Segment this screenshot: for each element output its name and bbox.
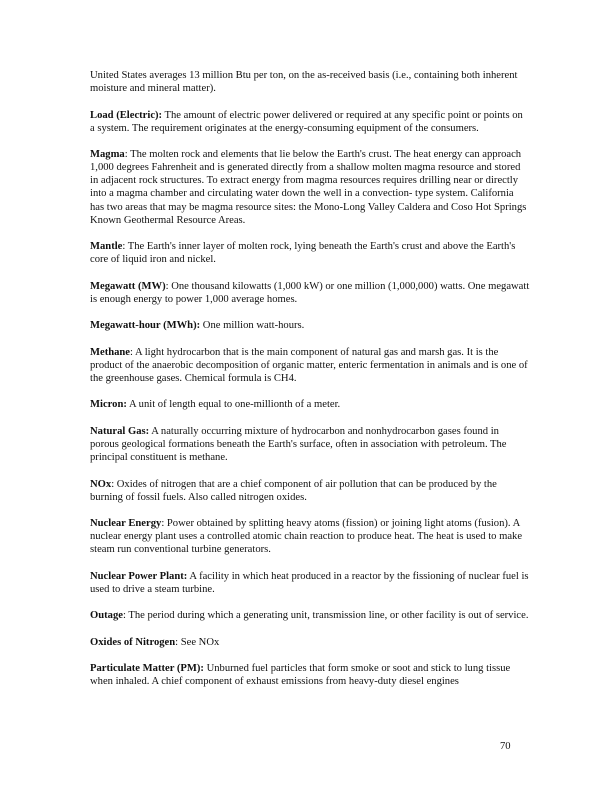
glossary-definition: : The Earth's inner layer of molten rock, lying beneath the Earth's crust and above the Earth's core of liquid iron and nickel. bbox=[90, 241, 516, 266]
glossary-definition: : See NOx bbox=[175, 636, 220, 648]
glossary-entry-oxides-of-nitrogen bbox=[90, 636, 530, 649]
glossary-term: Nuclear Power Plant: bbox=[90, 570, 188, 582]
glossary-definition: : Oxides of nitrogen that are a chief component of air pollution that can be produced by the burning of fossil fuels. Also called nitrogen oxides. bbox=[90, 478, 497, 503]
glossary-entry-micron bbox=[90, 398, 530, 411]
glossary-entry-particulate-matter bbox=[90, 662, 530, 688]
glossary-entry-megawatt-hour bbox=[90, 319, 530, 332]
glossary-term: Mantle bbox=[90, 241, 123, 253]
glossary-term: Load (Electric): bbox=[90, 109, 163, 121]
glossary-term: NOx bbox=[90, 478, 112, 490]
glossary-entry-load-electric bbox=[90, 109, 530, 135]
glossary-entry-megawatt bbox=[90, 280, 530, 306]
glossary-entry-magma bbox=[90, 148, 530, 227]
document-body bbox=[90, 69, 530, 702]
glossary-entry-nuclear-power-plant bbox=[90, 570, 530, 596]
glossary-term: Particulate Matter (PM): bbox=[90, 663, 204, 675]
glossary-term: Micron: bbox=[90, 399, 127, 411]
glossary-definition: A naturally occurring mixture of hydrocarbon and nonhydrocarbon gases found in porous geological formations beneath the Earth's surface, often in association with petroleum. The principal constituent is methane. bbox=[90, 425, 507, 464]
glossary-definition: A facility in which heat produced in a reactor by the fissioning of nuclear fuel is used to drive a steam turbine. bbox=[90, 570, 529, 595]
glossary-entry-natural-gas bbox=[90, 425, 530, 464]
glossary-definition: One million watt-hours. bbox=[200, 320, 305, 332]
glossary-term: Nuclear Energy bbox=[90, 518, 162, 530]
glossary-entry-methane bbox=[90, 346, 530, 385]
glossary-definition: Unburned fuel particles that form smoke or soot and stick to lung tissue when inhaled. A chief component of exhaust emissions from heavy-duty diesel engines bbox=[90, 663, 511, 688]
glossary-term: Megawatt-hour (MWh): bbox=[90, 320, 201, 332]
glossary-term: Outage bbox=[90, 610, 123, 622]
glossary-term: Methane bbox=[90, 346, 131, 358]
glossary-definition: : A light hydrocarbon that is the main component of natural gas and marsh gas. It is the product of the anaerobic decomposition of organic matter, enteric fermentation in animals and is one of the greenhouse gases. Chemical formula is CH4. bbox=[90, 346, 528, 384]
page-number: 70 bbox=[500, 741, 511, 752]
glossary-definition: : One thousand kilowatts (1,000 kW) or one million (1,000,000) watts. One megawatt is enough energy to power 1,000 average homes. bbox=[90, 280, 530, 305]
glossary-entry-nox bbox=[90, 478, 530, 504]
glossary-entry-outage bbox=[90, 609, 530, 622]
glossary-entry-nuclear-energy bbox=[90, 517, 530, 556]
glossary-definition: : The molten rock and elements that lie below the Earth's crust. The heat energy can approach 1,000 degrees Fahrenheit and is generated directly from a shallow molten magma resource and stored in adjacent rock structures. To extract energy from magma resources requires drilling near or directly into a magma chamber and circulating water down the well in a convection- type system. California has two areas that may be magma resource sites: the Mono-Long Valley Caldera and Coso Hot Springs Known Geothermal Resource Areas. bbox=[90, 149, 527, 226]
glossary-definition: : Power obtained by splitting heavy atoms (fission) or joining light atoms (fusion). A nuclear energy plant uses a controlled atomic chain reaction to produce heat. The heat is used to make steam run conventional turbine generators. bbox=[90, 518, 523, 556]
glossary-term: Magma bbox=[90, 149, 125, 161]
glossary-term: Oxides of Nitrogen bbox=[90, 636, 176, 648]
continuation-paragraph: United States averages 13 million Btu per ton, on the as-received basis (i.e., containing both inherent moisture and mineral matter). bbox=[90, 70, 518, 95]
glossary-term: Megawatt (MW) bbox=[90, 280, 166, 292]
glossary-definition: The amount of electric power delivered or required at any specific point or points on a system. The requirement originates at the energy-consuming equipment of the consumers. bbox=[90, 109, 523, 134]
glossary-definition: A unit of length equal to one-millionth of a meter. bbox=[126, 399, 341, 411]
glossary-definition: : The period during which a generating unit, transmission line, or other facility is out of service. bbox=[122, 610, 529, 622]
glossary-term: Natural Gas: bbox=[90, 425, 150, 437]
glossary-entry-mantle bbox=[90, 240, 530, 266]
